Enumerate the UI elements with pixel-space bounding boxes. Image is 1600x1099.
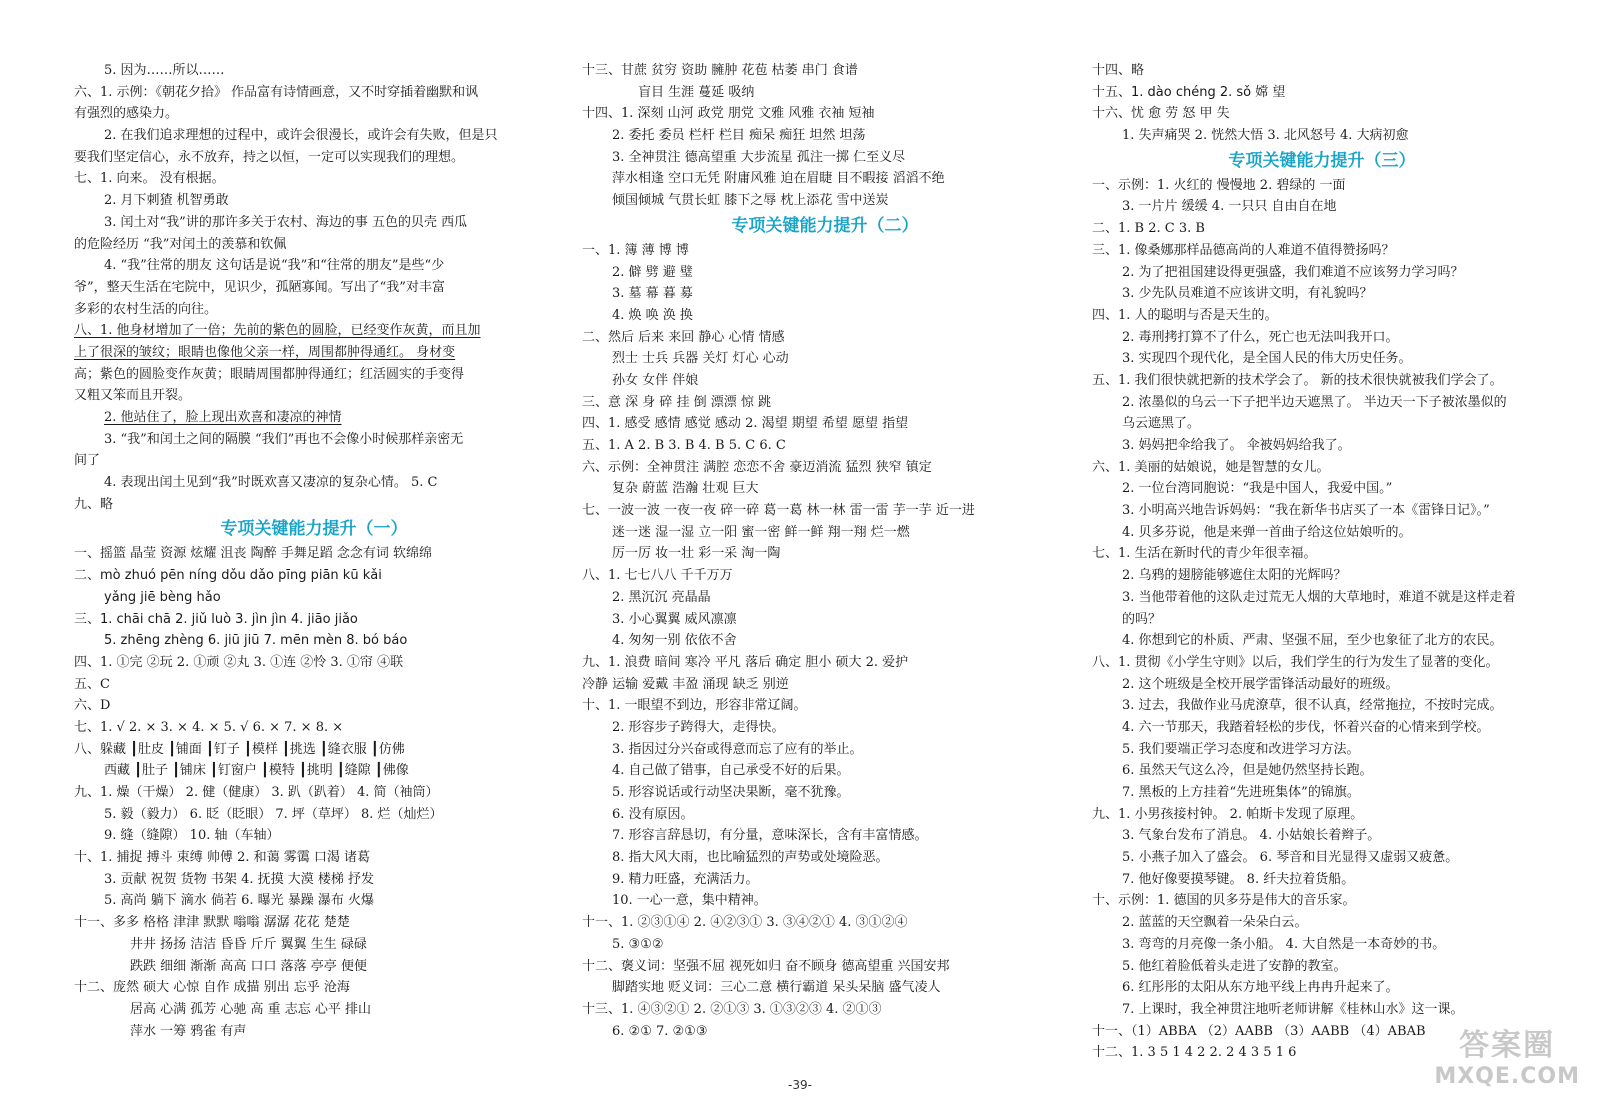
answer-line: 9. 精力旺盛，充满活力。 <box>612 871 759 887</box>
answer-line: 七、一波一波 一夜一夜 碎一碎 葛一葛 林一林 雷一雷 芋一芋 近一进 <box>582 503 975 519</box>
answer-line: 七、1. √ 2. × 3. × 4. × 5. √ 6. × 7. × 8. × <box>74 719 344 735</box>
answer-line: 5. ③①② <box>612 936 664 952</box>
answer-line: 2. 在我们追求理想的过程中，或许会很漫长，或许会有失败，但是只 <box>104 128 498 144</box>
answer-line: 脚踏实地 贬义词：三心二意 横行霸道 呆头呆脑 盛气凌人 <box>612 980 941 996</box>
answer-line: 一、示例：1. 火红的 慢慢地 2. 碧绿的 一面 <box>1092 177 1346 193</box>
answer-line: 十三、甘蔗 贫穷 资助 臃肿 花苞 枯萎 串门 食谱 <box>582 63 858 78</box>
answer-line: 4. 六一节那天，我踏着轻松的步伐，怀着兴奋的心情来到学校。 <box>1122 719 1490 735</box>
answer-line: 烈士 士兵 兵器 关灯 灯心 心动 <box>612 351 789 367</box>
answer-line: 八、1. 七七八八 千千万万 <box>582 568 733 584</box>
answer-line: 萍水相逢 空口无凭 附庸风雅 迫在眉睫 目不暇接 滔滔不绝 <box>612 171 945 187</box>
answer-line: 7. 形容言辞恳切，有分量，意味深长，含有丰富情感。 <box>612 828 928 844</box>
answer-line: 5. 高尚 躺下 滴水 倘若 6. 曝光 暴躁 瀑布 火爆 <box>104 893 374 909</box>
answer-line: 又粗又笨而且开裂。 <box>74 388 192 404</box>
section-heading: 专项关键能力提升（二） <box>731 215 919 236</box>
answer-line: 九、1. 小男孩接村钟。 2. 帕斯卡发现了原理。 <box>1092 806 1364 822</box>
answer-line: 六、D <box>74 698 111 714</box>
answer-line: 2. 毒刑拷打算不了什么，死亡也无法叫我开口。 <box>1122 329 1399 345</box>
answer-line: 居高 心满 孤芳 心驰 高 重 志忘 心平 排山 <box>130 1001 372 1017</box>
answer-line: 2. 蓝蓝的天空飘着一朵朵白云。 <box>1122 915 1308 931</box>
answer-line: 三、1. 像桑娜那样品德高尚的人难道不值得赞扬吗？ <box>1092 242 1395 258</box>
answer-line: 上了很深的皱纹；眼睛也像他父亲一样，周围都肿得通红。 身材变 <box>74 344 456 360</box>
answer-line: 一、1. 簿 薄 博 博 <box>582 242 689 258</box>
answer-line: 冷静 运输 爱戴 丰盈 涌现 缺乏 别逆 <box>582 676 789 692</box>
answer-line: 6. 红彤彤的太阳从东方地平线上冉冉升起来了。 <box>1122 980 1399 996</box>
answer-line: 十、示例：1. 德国的贝多芬是伟大的音乐家。 <box>1092 893 1356 909</box>
column-middle <box>582 60 1068 1042</box>
answer-line: 3. 过去，我做作业马虎潦草，很不认真，经常拖拉，不按时完成。 <box>1122 698 1503 714</box>
answer-line: 十二、庞然 硕大 心惊 自作 成描 别出 忘乎 沧海 <box>74 980 350 996</box>
watermark <box>1434 1020 1580 1089</box>
answer-line: 5. 因为……所以…… <box>104 63 225 78</box>
answer-line: 十二、褒义词：坚强不屈 视死如归 奋不顾身 德高望重 兴国安邦 <box>582 958 950 974</box>
answer-line: 5. 他红着脸低着头走进了安静的教室。 <box>1122 958 1347 974</box>
answer-line: 2. 委托 委员 栏杆 栏目 痴呆 痴狂 坦然 坦荡 <box>612 128 866 144</box>
answer-line: 十六、忧 愈 劳 怒 甲 失 <box>1092 106 1230 122</box>
answer-line: 十、1. 捕捉 搏斗 束缚 帅傅 2. 和蔼 雾霭 口渴 诸葛 <box>74 850 370 866</box>
answer-line: 十五、1. dào chéng 2. sǒ 嫦 望 <box>1092 84 1286 100</box>
answer-line: 3. 妈妈把伞给我了。 伞被妈妈给我了。 <box>1122 438 1351 453</box>
answer-line: 4. 自己做了错事，自己承受不好的后果。 <box>612 763 850 779</box>
answer-line: 四、1. 感受 感情 感觉 感动 2. 渴望 期望 希望 愿望 指望 <box>582 416 909 432</box>
answer-line: 3. 墓 幕 暮 募 <box>612 286 693 302</box>
answer-line: 3. 全神贯注 德高望重 大步流星 孤注一掷 仁至义尽 <box>612 149 906 165</box>
column-right <box>1092 60 1552 1064</box>
answer-line: 高；紫色的圆脸变作灰黄；眼睛周围都肿得通红；红活圆实的手变得 <box>74 366 465 382</box>
answer-line: 一、摇篮 晶莹 资源 炫耀 沮丧 陶醉 手舞足蹈 念念有词 软绵绵 <box>74 546 433 562</box>
answer-line: 4. 匆匆一别 依依不舍 <box>612 633 737 649</box>
answer-line: yǎng jiē bèng hǎo <box>104 589 221 605</box>
answer-line: 二、mò zhuó pēn níng dǒu dǎo pīng piān kū kǎi <box>74 568 382 584</box>
answer-line: 6. 虽然天气这么冷，但是她仍然坚持长跑。 <box>1122 763 1373 779</box>
answer-line: 2. 僻 劈 避 璧 <box>612 264 693 280</box>
answer-line: 四、1. ①完 ②玩 2. ①顽 ②丸 3. ①连 ②怜 3. ①帘 ④联 <box>74 654 404 670</box>
page-number: -39- <box>788 1078 812 1092</box>
answer-line: 2. 一位台湾同胞说：“我是中国人，我爱中国。” <box>1122 481 1393 497</box>
answer-line: 4. “我”往常的朋友 这句话是说“我”和“往常的朋友”是些“少 <box>104 258 445 274</box>
answer-line: 八、1. 他身材增加了一倍；先前的紫色的圆脸，已经变作灰黄，而且加 <box>74 323 481 339</box>
answer-line: 孙女 女伴 伴娘 <box>612 372 699 388</box>
answer-line: 3. 小明高兴地告诉妈妈：“我在新华书店买了一本《雷锋日记》。” <box>1122 503 1490 519</box>
answer-line: 3. 弯弯的月亮像一条小船。 4. 大自然是一本奇妙的书。 <box>1122 936 1446 952</box>
answer-line: 倾国倾城 气贯长虹 膝下之辱 枕上添花 雪中送炭 <box>612 193 889 209</box>
answer-line: 9. 缝（缝隙） 10. 轴（车轴） <box>104 828 280 844</box>
answer-line: 4. 表现出闰土见到“我”时既欢喜又凄凉的复杂心情。 5. C <box>104 475 438 491</box>
answer-line: 十一、1. ②③①④ 2. ④②③① 3. ③④②① 4. ③①②④ <box>582 915 908 931</box>
answer-line: 5. 毅（毅力） 6. 眨（眨眼） 7. 坪（草坪） 8. 烂（灿烂） <box>104 806 443 822</box>
answer-line: 盲目 生涯 蔓延 吸纳 <box>638 84 755 100</box>
answer-line: 跌跌 细细 渐渐 高高 口口 落落 亭亭 便便 <box>130 958 367 974</box>
answer-line: 五、1. 我们很快就把新的技术学会了。 新的技术很快就被我们学会了。 <box>1092 372 1503 388</box>
answer-line: 四、1. 人的聪明与否是天生的。 <box>1092 307 1278 323</box>
answer-line: 要我们坚定信心，永不放弃，持之以恒，一定可以实现我们的理想。 <box>74 149 465 165</box>
answer-line: 十一、多多 格格 津津 默默 嗡嗡 潺潺 花花 楚楚 <box>74 915 350 931</box>
answer-line: 2. 乌鸦的翅膀能够遮住太阳的光辉吗？ <box>1122 568 1347 584</box>
answer-line: 4. 贝多芬说，他是来弹一首曲子给这位姑娘听的。 <box>1122 524 1412 540</box>
answer-line: 3. 指因过分兴奋或得意而忘了应有的举止。 <box>612 741 863 757</box>
answer-line: 4. 你想到它的朴质、严肃、坚强不屈，至少也象征了北方的农民。 <box>1122 633 1503 649</box>
answer-line: 7. 上课时，我全神贯注地听老师讲解《桂林山水》这一课。 <box>1122 1001 1464 1017</box>
answer-line: 七、1. 向来。 没有根据。 <box>74 171 225 187</box>
answer-line: 3. “我”和闰土之间的隔膜 “我们”再也不会像小时候那样亲密无 <box>104 431 464 447</box>
answer-line: 九、1. 燥（干燥） 2. 健（健康） 3. 趴（趴着） 4. 简（袖筒） <box>74 785 439 800</box>
answer-line: 八、躲藏 ┃肚皮 ┃铺面 ┃钉子 ┃模样 ┃挑选 ┃缝衣服 ┃仿佛 <box>74 741 405 757</box>
answer-line: 七、1. 生活在新时代的青少年很幸福。 <box>1092 546 1317 562</box>
answer-line: 5. 小燕子加入了盛会。 6. 琴音和目光显得又虚弱又疲惫。 <box>1122 850 1459 866</box>
answer-line: 六、示例：全神贯注 满腔 恋恋不舍 豪迈消流 猛烈 狭窄 镇定 <box>582 459 932 475</box>
answer-line: 五、C <box>74 676 110 692</box>
answer-line: 九、1. 浪费 暗间 寒冷 平凡 落后 确定 胆小 硕大 2. 爱护 <box>582 654 909 670</box>
answer-line: 爷”，整天生活在宅院中，见识少，孤陋寡闻。写出了“我”对丰富 <box>74 279 445 295</box>
answer-line: 迷一迷 湿一湿 立一阳 蜜一密 鲜一鲜 翔一翔 烂一燃 <box>612 524 910 540</box>
answer-line: 3. 气象台发布了消息。 4. 小姑娘长着辫子。 <box>1122 828 1381 844</box>
answer-line: 井井 扬扬 洁洁 昏昏 斤斤 翼翼 生生 碌碌 <box>130 936 367 952</box>
answer-line: 2. 黑沉沉 亮晶晶 <box>612 589 711 605</box>
answer-line: 萍水 一筹 鸦雀 有声 <box>130 1023 247 1039</box>
answer-line: 多彩的农村生活的向往。 <box>74 301 218 317</box>
answer-line: 10. 一心一意，集中精神。 <box>612 893 767 909</box>
answer-line: 十四、略 <box>1092 63 1145 78</box>
answer-line: 5. 形容说话或行动坚决果断，毫不犹豫。 <box>612 785 850 800</box>
answer-line: 间了 <box>74 453 101 469</box>
answer-line: 3. 少先队员难道不应该讲文明，有礼貌吗？ <box>1122 286 1373 302</box>
answer-line: 十二、1. 3 5 1 4 2 2. 2 4 3 5 1 6 <box>1092 1045 1297 1061</box>
answer-line: 2. 这个班级是全校开展学雷锋活动最好的班级。 <box>1122 676 1399 692</box>
answer-line: 十三、1. ④③②① 2. ②①③ 3. ①③②③ 4. ②①③ <box>582 1001 882 1017</box>
answer-line: 三、意 深 身 碎 挂 倒 漂漂 惊 跳 <box>582 394 772 410</box>
answer-line: 3. 闰土对“我”讲的那许多关于农村、海边的事 五色的贝壳 西瓜 <box>104 214 468 230</box>
watermark-url: MXQE.COM <box>1434 1064 1580 1089</box>
answer-line: 十、1. 一眼望不到边，形容非常辽阔。 <box>582 698 807 714</box>
answer-line: 3. 贡献 祝贺 货物 书架 4. 抚摸 大漠 楼梯 抒发 <box>104 871 374 887</box>
answer-line: 二、然后 后来 来回 静心 心情 情感 <box>582 329 785 345</box>
answer-line: 7. 他好像要摸琴键。 8. 纤夫拉着货船。 <box>1122 871 1355 887</box>
answer-line: 1. 失声痛哭 2. 恍然大悟 3. 北风怒号 4. 大病初愈 <box>1122 128 1409 144</box>
answer-line: 六、1. 美丽的姑娘说，她是智慧的女儿。 <box>1092 459 1330 475</box>
answer-line: 的危险经历 “我”对闰土的羡慕和钦佩 <box>74 236 287 252</box>
answer-line: 有强烈的感染力。 <box>74 106 179 122</box>
answer-line: 2. 他站住了，脸上现出欢喜和凄凉的神情 <box>104 410 342 425</box>
answer-line: 六、1. 示例：《朝花夕拾》 作品富有诗情画意，又不时穿插着幽默和讽 <box>74 84 479 100</box>
answer-line: 3. 一片片 缓缓 4. 一只只 自由自在地 <box>1122 199 1337 215</box>
answer-line: 3. 实现四个现代化，是全国人民的伟大历史任务。 <box>1122 351 1412 367</box>
answer-line: 西藏 ┃肚子 ┃铺床 ┃钉窗户 ┃模特 ┃挑明 ┃缝隙 ┃佛像 <box>104 763 409 779</box>
section-heading: 专项关键能力提升（一） <box>220 519 408 540</box>
watermark-logo: 答案圈 <box>1459 1028 1556 1063</box>
answer-line: 八、1. 贯彻《小学生守则》以后，我们学生的行为发生了显著的变化。 <box>1092 654 1499 670</box>
answer-line: 8. 指大风大雨，也比喻猛烈的声势或处境险恶。 <box>612 850 889 866</box>
answer-line: 5. zhēng zhèng 6. jiū jiū 7. mēn mèn 8. bó báo <box>104 633 408 649</box>
answer-line: 五、1. A 2. B 3. B 4. B 5. C 6. C <box>582 438 786 453</box>
answer-line: 复杂 蔚蓝 浩瀚 壮观 巨大 <box>612 481 759 497</box>
answer-line: 九、略 <box>74 496 114 512</box>
answer-line: 4. 焕 唤 涣 换 <box>612 307 693 323</box>
column-left <box>74 60 554 1042</box>
answer-line: 2. 月下刺猹 机智勇敢 <box>104 193 229 209</box>
answer-line: 二、1. B 2. C 3. B <box>1092 221 1205 237</box>
section-heading: 专项关键能力提升（三） <box>1228 150 1416 171</box>
answer-line: 5. 我们要端正学习态度和改进学习方法。 <box>1122 741 1360 757</box>
answer-line: 2. 为了把祖国建设得更强盛，我们难道不应该努力学习吗？ <box>1122 264 1464 280</box>
answer-line: 2. 浓墨似的乌云一下子把半边天遮黑了。 半边天一下子被浓墨似的 <box>1122 394 1507 410</box>
answer-line: 3. 当他带着他的这队走过荒无人烟的大草地时，难道不就是这样走着 <box>1122 589 1516 605</box>
answer-line: 7. 黑板的上方挂着“先进班集体”的锦旗。 <box>1122 785 1360 800</box>
answer-line: 三、1. chāi chā 2. jiǔ luò 3. jìn jìn 4. jiāo jiǎo <box>74 611 358 627</box>
answer-line: 乌云遮黑了。 <box>1122 416 1201 432</box>
answer-line: 十四、1. 深刻 山河 政党 朋党 文雅 风雅 衣袖 短袖 <box>582 106 875 122</box>
answer-line: 十一、（1）ABBA （2）AABB （3）AABB （4）ABAB <box>1092 1023 1426 1039</box>
answer-line: 3. 小心翼翼 威风凛凛 <box>612 611 737 627</box>
answer-line: 的吗？ <box>1122 611 1162 627</box>
answer-line: 2. 形容步子跨得大，走得快。 <box>612 719 785 735</box>
answer-line: 6. ②① 7. ②①③ <box>612 1023 708 1039</box>
answer-line: 6. 没有原因。 <box>612 806 694 822</box>
answer-line: 厉一厉 妆一壮 彩一采 淘一陶 <box>612 546 781 562</box>
